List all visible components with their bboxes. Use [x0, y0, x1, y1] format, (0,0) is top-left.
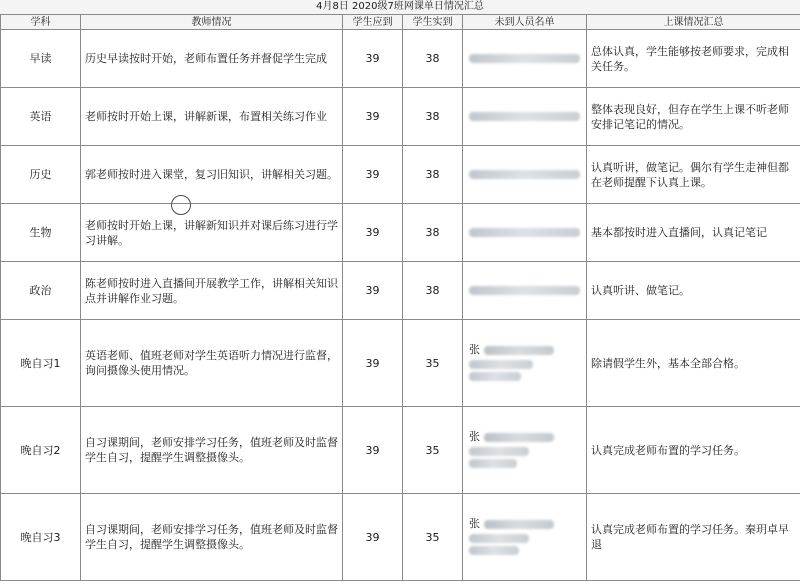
cell-absent: [463, 204, 587, 262]
cell-subject: 政治: [1, 262, 81, 320]
redacted-names: [469, 170, 580, 179]
cell-absent: [463, 262, 587, 320]
header-teacher: 教师情况: [81, 15, 343, 30]
table-row: [1, 30, 800, 88]
cell-expected: 39: [343, 262, 403, 320]
table-row: [1, 407, 800, 494]
cell-actual: 38: [403, 146, 463, 204]
sheet-title: 4月8日 2020级7班网课单日情况汇总: [0, 0, 800, 15]
cell-expected: 39: [343, 88, 403, 146]
circle-annotation-icon: [171, 195, 191, 215]
cell-subject: 晚自习3: [1, 494, 81, 581]
redacted-names: [469, 112, 580, 121]
redacted-names: [484, 433, 554, 442]
redacted-names: [469, 286, 580, 295]
header-subject: 学科: [1, 15, 81, 30]
table-row: [1, 320, 800, 407]
absent-name-visible: 张: [469, 343, 480, 356]
header-row: [1, 15, 800, 30]
header-absent: 未到人员名单: [463, 15, 587, 30]
cell-summary: 整体表现良好，但存在学生上课不听老师安排记笔记的情况。: [587, 88, 800, 146]
cell-absent: [463, 146, 587, 204]
cell-summary: 认真听讲、做笔记。: [587, 262, 800, 320]
cell-absent: [463, 494, 587, 581]
cell-absent: [463, 88, 587, 146]
cell-teacher: 自习课期间，老师安排学习任务，值班老师及时监督学生自习，提醒学生调整摄像头。: [81, 494, 343, 581]
cell-teacher: 郭老师按时进入课堂，复习旧知识，讲解相关习题。: [81, 146, 343, 204]
cell-actual: 38: [403, 262, 463, 320]
redacted-names: [469, 459, 517, 468]
cell-absent: [463, 407, 587, 494]
cell-summary: 认真听讲，做笔记。偶尔有学生走神但都在老师提醒下认真上课。: [587, 146, 800, 204]
table-row: [1, 494, 800, 581]
cell-summary: 基本都按时进入直播间，认真记笔记: [587, 204, 800, 262]
cell-expected: 39: [343, 204, 403, 262]
header-summary: 上课情况汇总: [587, 15, 800, 30]
redacted-names: [484, 520, 554, 529]
cell-teacher: 老师按时开始上课，讲解新知识并对课后练习进行学习讲解。: [81, 204, 343, 262]
cell-actual: 38: [403, 204, 463, 262]
redacted-names: [469, 447, 529, 456]
cell-teacher: 陈老师按时进入直播间开展教学工作，讲解相关知识点并讲解作业习题。: [81, 262, 343, 320]
redacted-names: [469, 54, 580, 63]
absent-name-visible: 张: [469, 430, 480, 443]
cell-subject: 历史: [1, 146, 81, 204]
header-expected: 学生应到: [343, 15, 403, 30]
cell-teacher: 自习课期间，老师安排学习任务，值班老师及时监督学生自习，提醒学生调整摄像头。: [81, 407, 343, 494]
redacted-names: [469, 546, 519, 555]
cell-summary: 认真完成老师布置的学习任务。: [587, 407, 800, 494]
table-row: [1, 146, 800, 204]
cell-teacher: 老师按时开始上课，讲解新课，布置相关练习作业: [81, 88, 343, 146]
cell-actual: 38: [403, 88, 463, 146]
cell-teacher: 历史早读按时开始，老师布置任务并督促学生完成: [81, 30, 343, 88]
cell-subject: 晚自习2: [1, 407, 81, 494]
redacted-names: [469, 360, 533, 369]
cell-absent: [463, 30, 587, 88]
cell-subject: 早读: [1, 30, 81, 88]
cell-summary: 认真完成老师布置的学习任务。秦玥卓早退: [587, 494, 800, 581]
redacted-names: [469, 228, 580, 237]
cell-expected: 39: [343, 494, 403, 581]
cell-expected: 39: [343, 146, 403, 204]
report-table: [0, 14, 800, 581]
cell-subject: 晚自习1: [1, 320, 81, 407]
redacted-names: [469, 372, 521, 381]
cell-actual: 35: [403, 494, 463, 581]
cell-summary: 除请假学生外，基本全部合格。: [587, 320, 800, 407]
cell-actual: 35: [403, 407, 463, 494]
cell-expected: 39: [343, 407, 403, 494]
cell-summary: 总体认真，学生能够按老师要求，完成相关任务。: [587, 30, 800, 88]
cell-subject: 生物: [1, 204, 81, 262]
table-row: [1, 262, 800, 320]
header-actual: 学生实到: [403, 15, 463, 30]
cell-actual: 35: [403, 320, 463, 407]
cell-absent: [463, 320, 587, 407]
cell-teacher: 英语老师、值班老师对学生英语听力情况进行监督，询问摄像头使用情况。: [81, 320, 343, 407]
table-row: [1, 204, 800, 262]
cell-expected: 39: [343, 320, 403, 407]
redacted-names: [484, 346, 554, 355]
cell-subject: 英语: [1, 88, 81, 146]
table-row: [1, 88, 800, 146]
cell-expected: 39: [343, 30, 403, 88]
absent-name-visible: 张: [469, 517, 480, 530]
redacted-names: [469, 534, 529, 543]
cell-actual: 38: [403, 30, 463, 88]
